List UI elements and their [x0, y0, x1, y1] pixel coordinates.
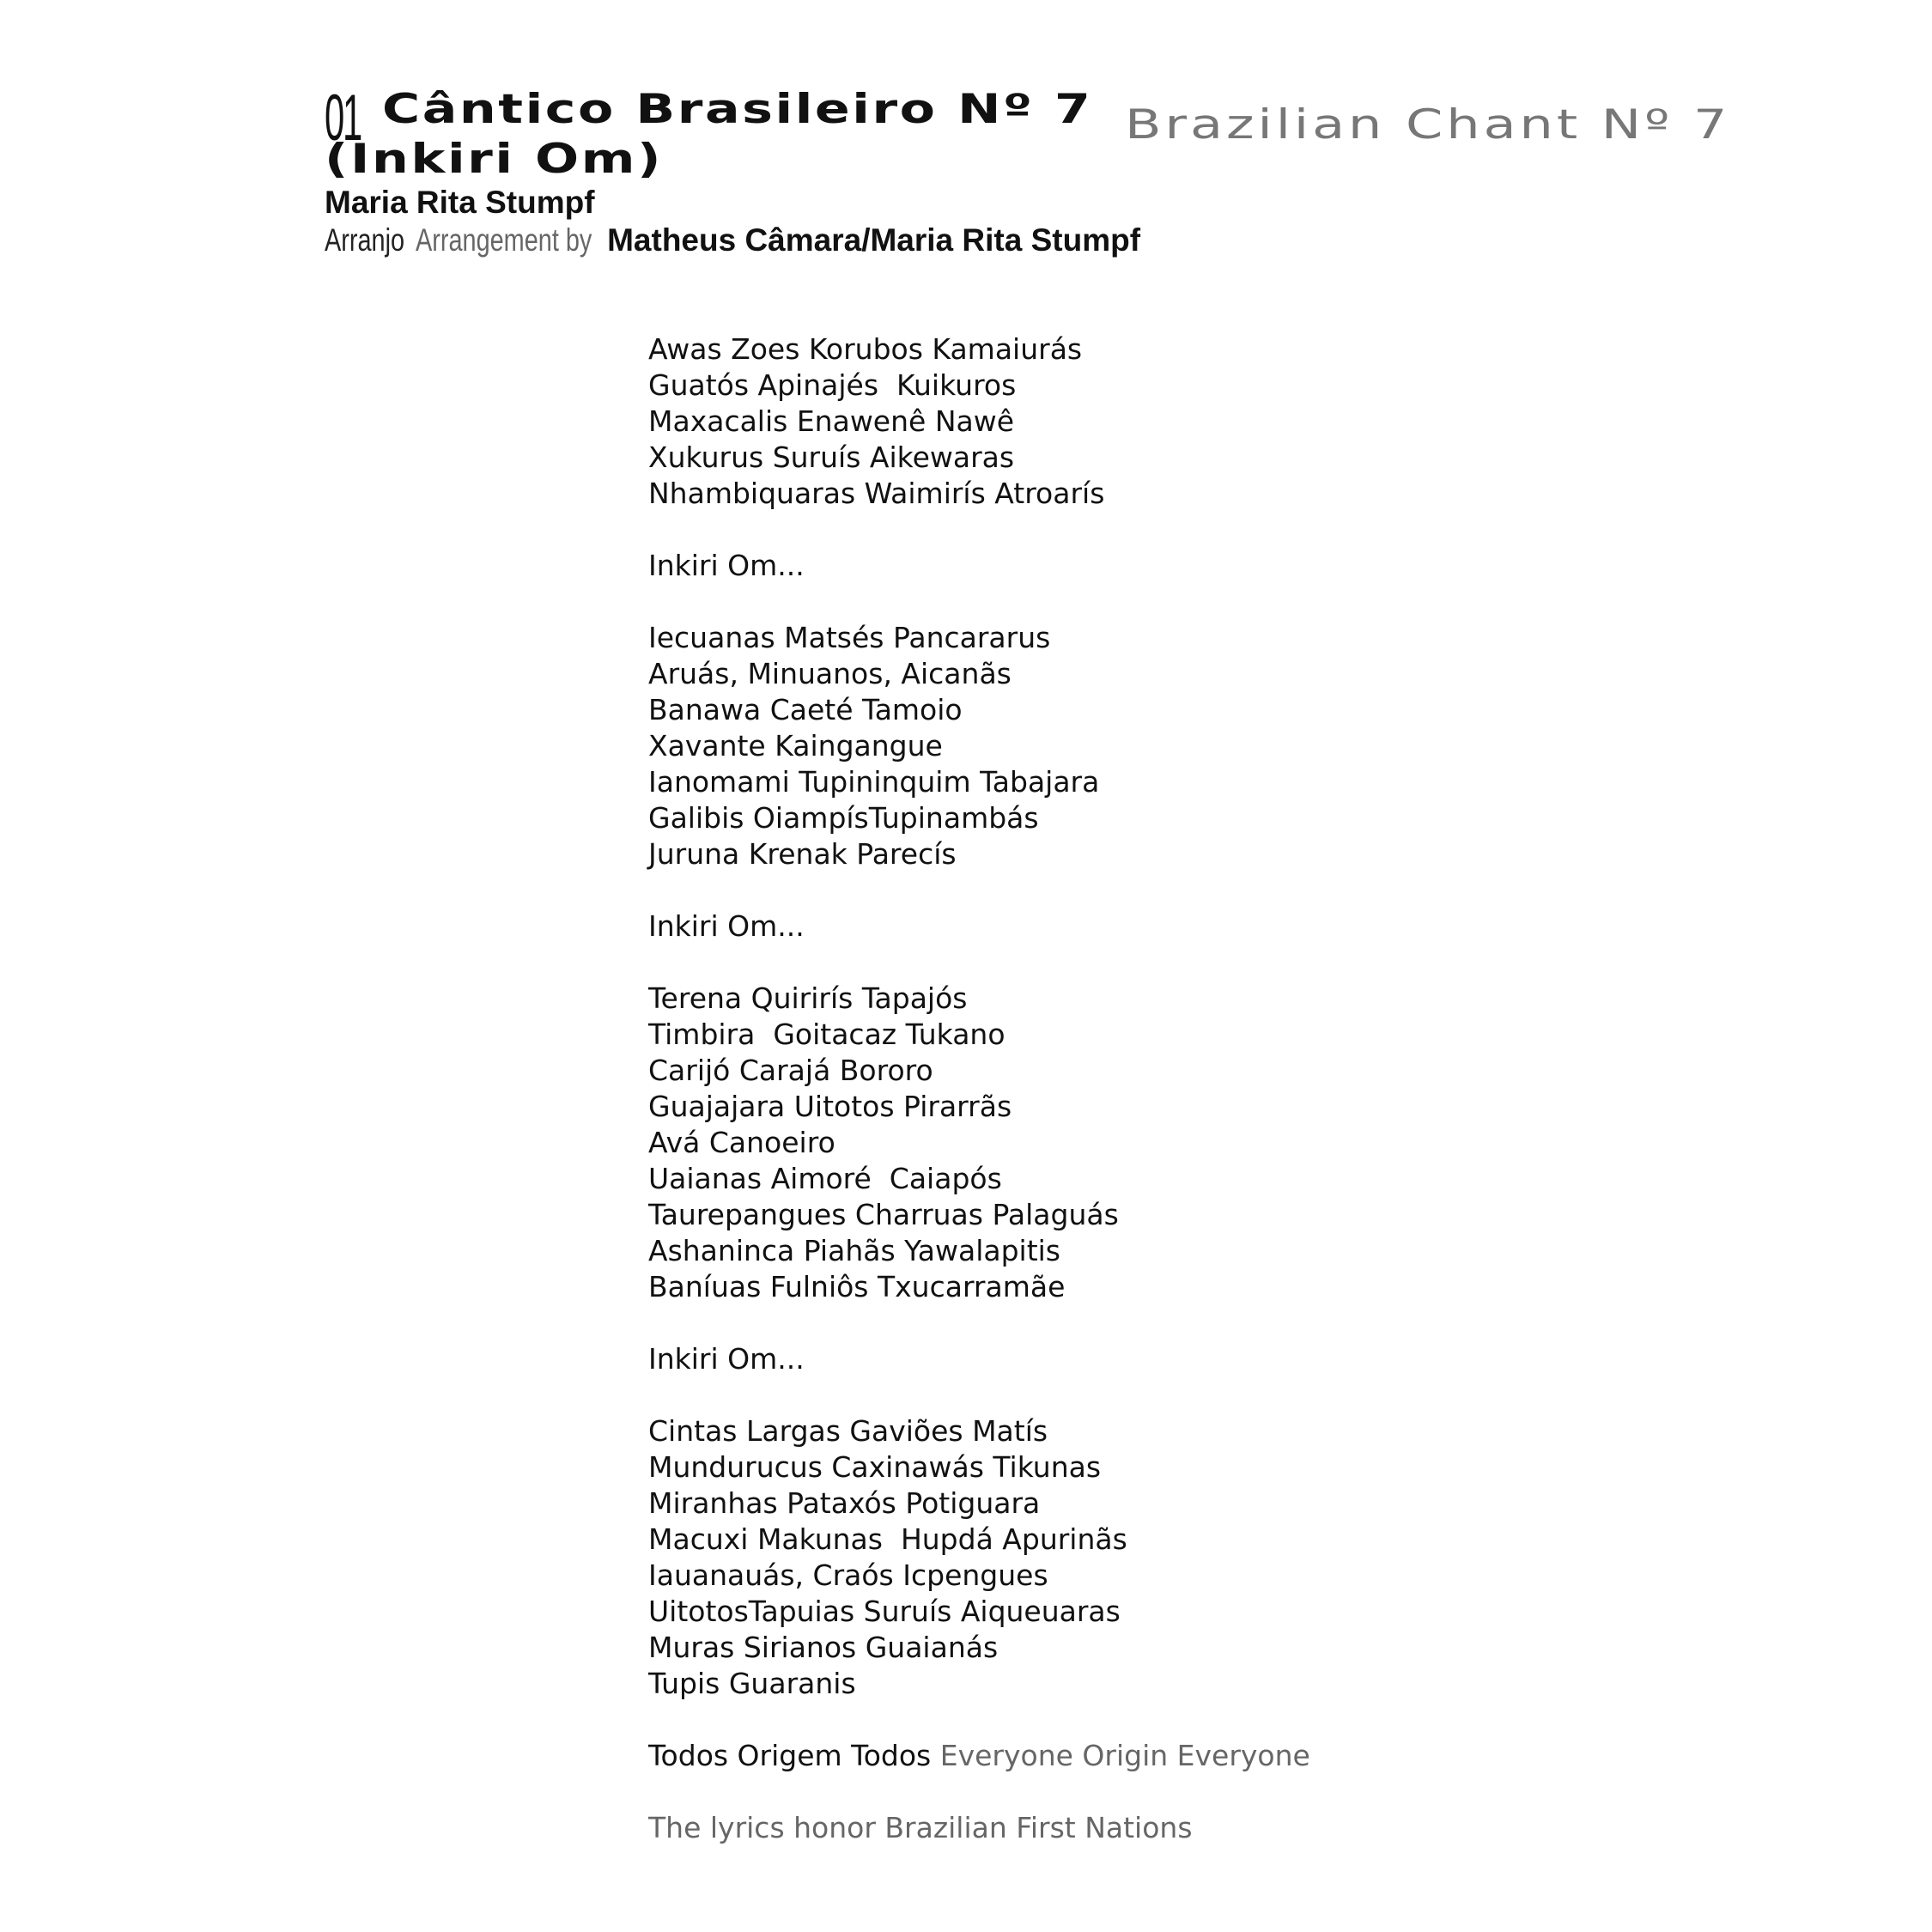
arrangement-credit	[325, 222, 1741, 259]
stanza-gap	[648, 945, 1765, 981]
song-title-en: Brazilian Chant Nº 7	[1125, 101, 1731, 149]
lyric-line: Avá Canoeiro	[648, 1126, 835, 1159]
arranger-names: Matheus Câmara/Maria Rita Stumpf	[607, 222, 1141, 258]
lyric-line: Tupis Guaranis	[648, 1667, 856, 1700]
stanza-gap	[648, 872, 1765, 908]
arrangement-label-en: Arrangement by	[415, 222, 592, 258]
lyric-line: Guatós Apinajés Kuikuros	[648, 368, 1017, 402]
lyric-line: Terena Quirirís Tapajós	[648, 981, 968, 1015]
stanza-gap	[648, 1774, 1765, 1810]
refrain-line: Inkiri Om...	[648, 909, 805, 943]
stanza-gap	[648, 1377, 1765, 1413]
lyric-line: UitotosTapuias Suruís Aiqueuaras	[648, 1595, 1121, 1628]
stanza-gap	[648, 584, 1765, 620]
lyric-line: Timbira Goitacaz Tukano	[648, 1018, 1005, 1051]
arrangement-label-pt: Arranjo	[325, 222, 405, 258]
lyric-line: Nhambiquaras Waimirís Atroarís	[648, 477, 1105, 510]
song-title-en-wrap	[1125, 101, 1731, 149]
closing-en: Everyone Origin Everyone	[939, 1739, 1310, 1772]
refrain-line: Inkiri Om...	[648, 549, 805, 582]
stanza-gap	[648, 1702, 1765, 1738]
footnote: The lyrics honor Brazilian First Nations	[648, 1811, 1193, 1844]
lyric-line: Ianomami Tupininquim Tabajara	[648, 765, 1100, 799]
refrain-line: Inkiri Om...	[648, 1342, 805, 1376]
closing-pt: Todos Origem Todos	[648, 1739, 932, 1772]
verse-1	[648, 331, 1765, 512]
song-title-pt: Cântico Brasileiro Nº 7	[382, 86, 1093, 133]
track-number: 01	[325, 82, 361, 155]
lyric-line: Mundurucus Caxinawás Tikunas	[648, 1450, 1102, 1484]
lyric-line: Iecuanas Matsés Pancararus	[648, 621, 1051, 654]
stanza-gap	[648, 512, 1765, 548]
lyric-line: Aruás, Minuanos, Aicanãs	[648, 657, 1012, 690]
lyric-line: Macuxi Makunas Hupdá Apurinãs	[648, 1522, 1127, 1556]
lyric-line: Xavante Kaingangue	[648, 729, 943, 762]
lyric-line: Guajajara Uitotos Pirarrãs	[648, 1090, 1012, 1123]
lyric-line: Cintas Largas Gaviões Matís	[648, 1414, 1048, 1448]
lyric-line: Taurepangues Charruas Palaguás	[648, 1198, 1119, 1231]
lyric-line: Xukurus Suruís Aikewaras	[648, 440, 1015, 474]
lyric-line: Iauanauás, Craós Icpengues	[648, 1558, 1048, 1592]
lyric-line: Awas Zoes Korubos Kamaiurás	[648, 332, 1083, 366]
verse-2	[648, 620, 1765, 872]
stanza-gap	[648, 1305, 1765, 1341]
composer-name: Maria Rita Stumpf	[325, 185, 595, 220]
lyric-line: Miranhas Pataxós Potiguara	[648, 1486, 1041, 1520]
lyric-line: Baníuas Fulniôs Txucarramãe	[648, 1270, 1066, 1303]
song-title-pt-subtitle: (Inkiri Om)	[325, 136, 664, 183]
lyric-line: Banawa Caeté Tamoio	[648, 693, 963, 726]
verse-4	[648, 1413, 1765, 1702]
closing-line	[648, 1738, 1765, 1774]
lyric-line: Ashaninca Piahãs Yawalapitis	[648, 1234, 1060, 1267]
lyric-line: Juruna Krenak Parecís	[648, 837, 957, 871]
lyrics-body	[648, 331, 1765, 1846]
lyric-line: Maxacalis Enawenê Nawê	[648, 404, 1015, 438]
lyric-line: Uaianas Aimoré Caiapós	[648, 1162, 1002, 1195]
verse-3	[648, 981, 1765, 1305]
lyric-line: Carijó Carajá Bororo	[648, 1054, 933, 1087]
lyric-line: Muras Sirianos Guaianás	[648, 1631, 999, 1664]
lyric-line: Galibis OiampísTupinambás	[648, 801, 1039, 835]
